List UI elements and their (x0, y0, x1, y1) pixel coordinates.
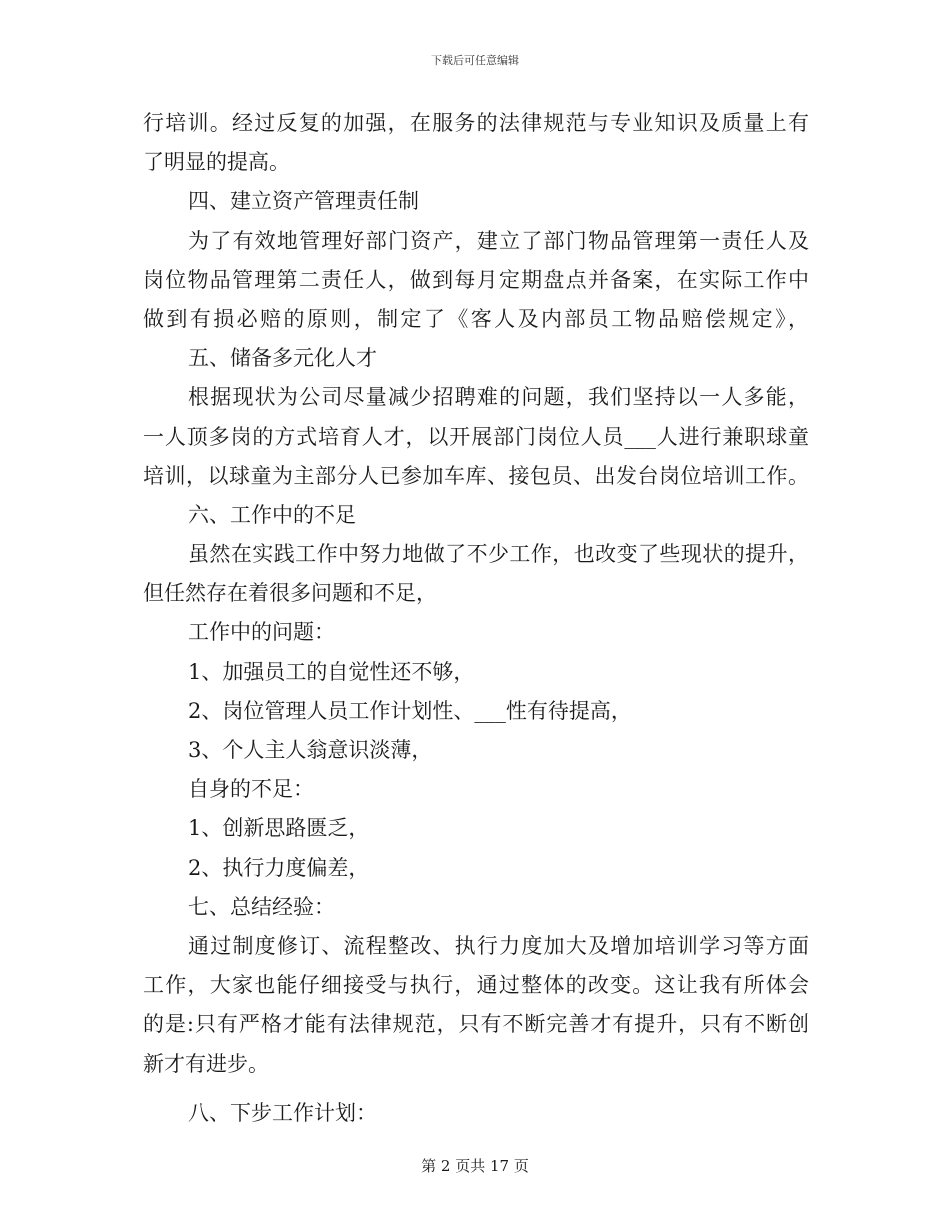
text-line: 行培训。经过反复的加强，在服务的法律规范与专业知识及质量上有 (143, 111, 809, 135)
text-line: 自身的不足： (188, 777, 314, 802)
text-line: 八、下步工作计划： (188, 1100, 377, 1125)
text-line: 六、工作中的不足 (188, 502, 356, 527)
text-line: 工作，大家也能仔细接受与执行，通过整体的改变。这让我有所体会 (143, 973, 809, 998)
text-line: 工作中的问题： (188, 620, 335, 645)
text-line: 虽然在实践工作中努力地做了不少工作，也改变了些现状的提升， (188, 542, 809, 567)
text-line: 培训，以球童为主部分人已参加车库、接包员、出发台岗位培训工作。 (143, 463, 809, 488)
text-line: 五、储备多元化人才 (188, 346, 377, 371)
text-line: 根据现状为公司尽量减少招聘难的问题，我们坚持以一人多能， (188, 385, 809, 410)
text-line: 四、建立资产管理责任制 (188, 189, 419, 214)
text-line: 了明显的提高。 (143, 150, 290, 175)
page-header-note: 下载后可任意编辑 (431, 54, 519, 67)
text-line: 七、总结经验： (188, 894, 335, 919)
text-line: 2、岗位管理人员工作计划性、___性有待提高， (188, 698, 632, 723)
text-line: 3、个人主人翁意识淡薄， (188, 738, 433, 762)
page-number: 第 2 页共 17 页 (421, 1157, 529, 1175)
document-body (143, 104, 809, 1133)
text-line: 2、执行力度偏差， (188, 855, 370, 880)
text-line: 但任然存在着很多问题和不足， (143, 581, 437, 606)
text-line: 的是:只有严格才能有法律规范，只有不断完善才有提升，只有不断创 (143, 1012, 809, 1037)
text-line: 通过制度修订、流程整改、执行力度加大及增加培训学习等方面 (188, 933, 809, 958)
text-line: 一人顶多岗的方式培育人才，以开展部门岗位人员___人进行兼职球童 (143, 424, 809, 449)
text-line: 新才有进步。 (143, 1051, 269, 1076)
text-line: 做到有损必赔的原则，制定了《客人及内部员工物品赔偿规定》， (143, 306, 809, 331)
text-line: 岗位物品管理第二责任人，做到每月定期盘点并备案，在实际工作中 (143, 267, 809, 292)
text-line: 1、加强员工的自觉性还不够， (188, 659, 475, 684)
text-line: 为了有效地管理好部门资产，建立了部门物品管理第一责任人及 (188, 228, 809, 253)
text-line: 1、创新思路匮乏， (188, 816, 370, 841)
